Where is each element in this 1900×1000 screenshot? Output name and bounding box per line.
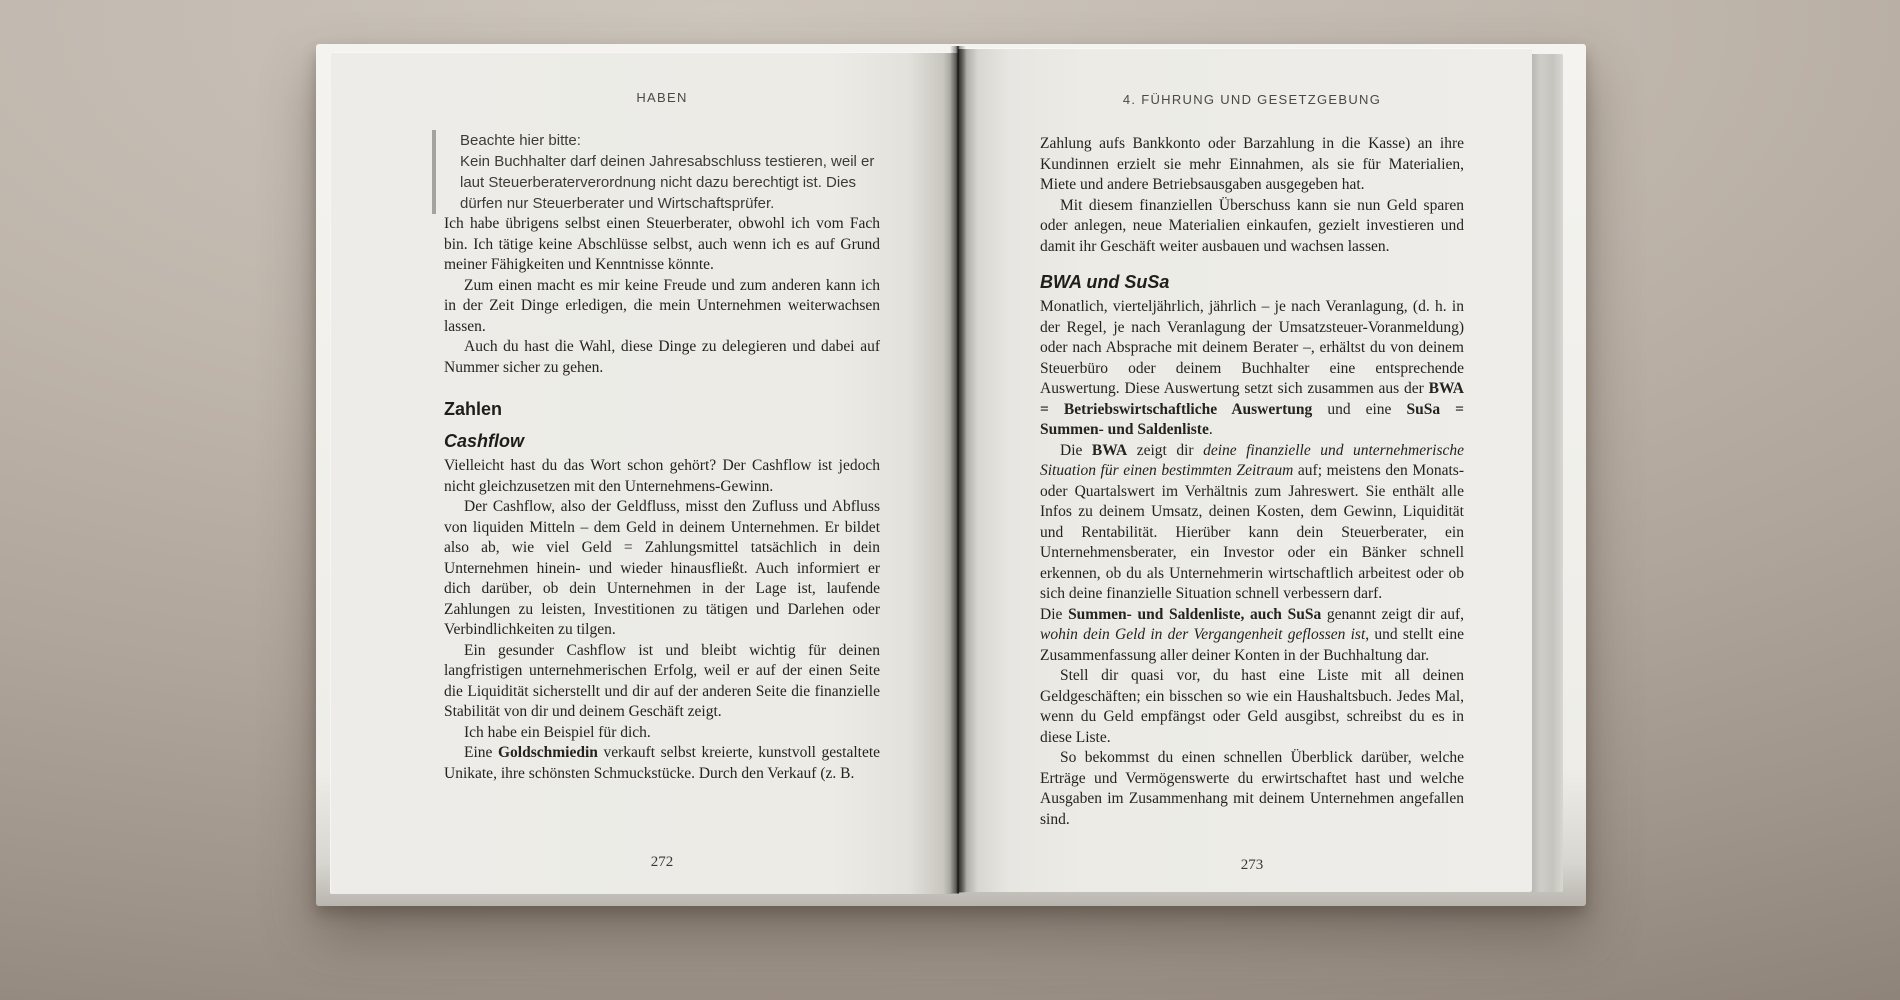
book-spine-gutter xyxy=(950,46,966,893)
body-paragraph: Ich habe ein Beispiel für dich. xyxy=(464,723,651,741)
left-running-head: HABEN xyxy=(636,90,688,105)
body-paragraph: Die BWA zeigt dir deine finanzielle und unternehmerische Situation für einen bestimmten Zeitraum auf; meistens den Monats- oder Quartalswert im Verhältnis zum Jahreswert. Sie enthält alle Infos zu deinem Umsatz, deinen Kosten, dem Gewinn, Liquidität und Rentabilität. Hierüber kann dein Steuerberater, ein Unternehmensberater, ein Investor oder ein Bänker schnell erkennen, ob du als Unternehmerin wirtschaftlich arbeitest oder ob sich deine finanzielle Situation schnell verbessern darf. xyxy=(1040,441,1464,602)
body-paragraph: Stell dir quasi vor, du hast eine Liste mit all deinen Geldgeschäften; ein bisschen so wie ein Haushaltsbuch. Jedes Mal, wenn du Geld empfängst oder Geld ausgibst, schreibst du es in diese Liste. xyxy=(1040,667,1464,746)
body-paragraph: Monatlich, vierteljährlich, jährlich – je nach Veranlagung, (d. h. in der Regel, je nach Veranlagung der Umsatzsteuer-Voranmeldung) oder nach Absprache mit deinem Berater –, erhältst du von deinem Steuerbüro oder deinem Buchhalter eine entsprechende Auswertung. Diese Auswertung setzt sich zusammen aus der BWA = Betriebswirtschaftliche Auswertung und eine SuSa = Summen- und Saldenliste. xyxy=(1040,298,1464,438)
body-paragraph: Vielleicht hast du das Wort schon gehört? Der Cashflow ist jedoch nicht gleichzusetzen mit den Unternehmens-Gewinn. xyxy=(444,457,880,495)
body-paragraph: Der Cashflow, also der Geldfluss, misst den Zufluss und Abfluss von liquiden Mitteln – dem Geld in deinem Unternehmen. Er bildet also ab, wie viel Geld = Zahlungsmittel tatsächlich in dein Unternehmen hinein- und wieder hinausfließt. Auch informiert er dich darüber, ob dein Unternehmen in der Lage ist, laufende Zahlungen zu leisten, Investitionen zu tätigen und Darlehen oder Verbindlichkeiten zu tilgen. xyxy=(444,498,880,638)
body-paragraph: Ich habe übrigens selbst einen Steuerberater, obwohl ich vom Fach bin. Ich tätige keine Abschlüsse selbst, auch wenn ich es auf Grund meiner Fähigkeiten und Kenntnisse könnte. xyxy=(444,215,880,273)
body-paragraph: So bekommst du einen schnellen Überblick darüber, welche Erträge und Vermögenswerte du erwirtschaftet hast und welche Ausgaben im Zusammenhang mit deinem Unternehmen angefallen sind. xyxy=(1040,749,1464,828)
body-paragraph: Mit diesem finanziellen Überschuss kann sie nun Geld sparen oder anlegen, neue Materialien einkaufen, gezielt investieren und damit ihr Geschäft weiter ausbauen und wachsen lassen. xyxy=(1040,196,1464,255)
body-paragraph: Zum einen macht es mir keine Freude und zum anderen kann ich in der Zeit Dinge erledigen, die mein Unternehmen weiterwachsen lassen. xyxy=(444,276,880,335)
right-page-content xyxy=(1040,48,1464,830)
body-paragraph: Auch du hast die Wahl, diese Dinge zu delegieren und dabei auf Nummer sicher zu gehen. xyxy=(444,338,880,376)
note-quote-body: Kein Buchhalter darf deinen Jahresabschluss testieren, weil er laut Steuerberaterverordnung nicht dazu berechtigt ist. Dies dürfen nur Steuerberater und Wirtschaftsprüfer. xyxy=(460,153,875,212)
right-running-head: 4. FÜHRUNG UND GESETZGEBUNG xyxy=(1122,92,1382,107)
note-quote-intro: Beachte hier bitte: xyxy=(460,132,581,149)
subsection-heading-bwa-susa: BWA und SuSa xyxy=(1040,272,1170,292)
body-paragraph: Zahlung aufs Bankkonto oder Barzahlung in die Kasse) an ihre Kundinnen erzielt sie mehr Einnahmen, als sie für Materialien, Miete und andere Betriebsausgaben ausgegeben hat. xyxy=(1040,135,1464,193)
page-stack-fore-edge xyxy=(1528,54,1563,892)
section-heading-zahlen: Zahlen xyxy=(444,399,503,419)
body-paragraph: Eine Goldschmiedin verkauft selbst kreierte, kunstvoll gestaltete Unikate, ihre schönsten Schmuckstücke. Durch den Verkauf (z. B. xyxy=(444,744,881,782)
note-quote xyxy=(432,130,880,214)
subsection-heading-cashflow: Cashflow xyxy=(444,431,525,451)
left-page-number: 272 xyxy=(650,854,674,870)
body-paragraph: Ein gesunder Cashflow ist und bleibt wichtig für deinen langfristigen unternehmerischen Erfolg, weil er auf der einen Seite die Liquidität sicherstellt und dir auf der anderen Seite die finanzielle Stabilität von dir und deinem Geschäft zeigt. xyxy=(444,641,880,720)
body-paragraph: Die Summen- und Saldenliste, auch SuSa genannt zeigt dir auf, wohin dein Geld in der Vergangenheit geflossen ist, und stellt eine Zusammenfassung aller deiner Konten in der Buchhaltung dar. xyxy=(1040,605,1465,664)
left-page-content xyxy=(444,52,880,784)
right-page-number: 273 xyxy=(1240,857,1264,873)
